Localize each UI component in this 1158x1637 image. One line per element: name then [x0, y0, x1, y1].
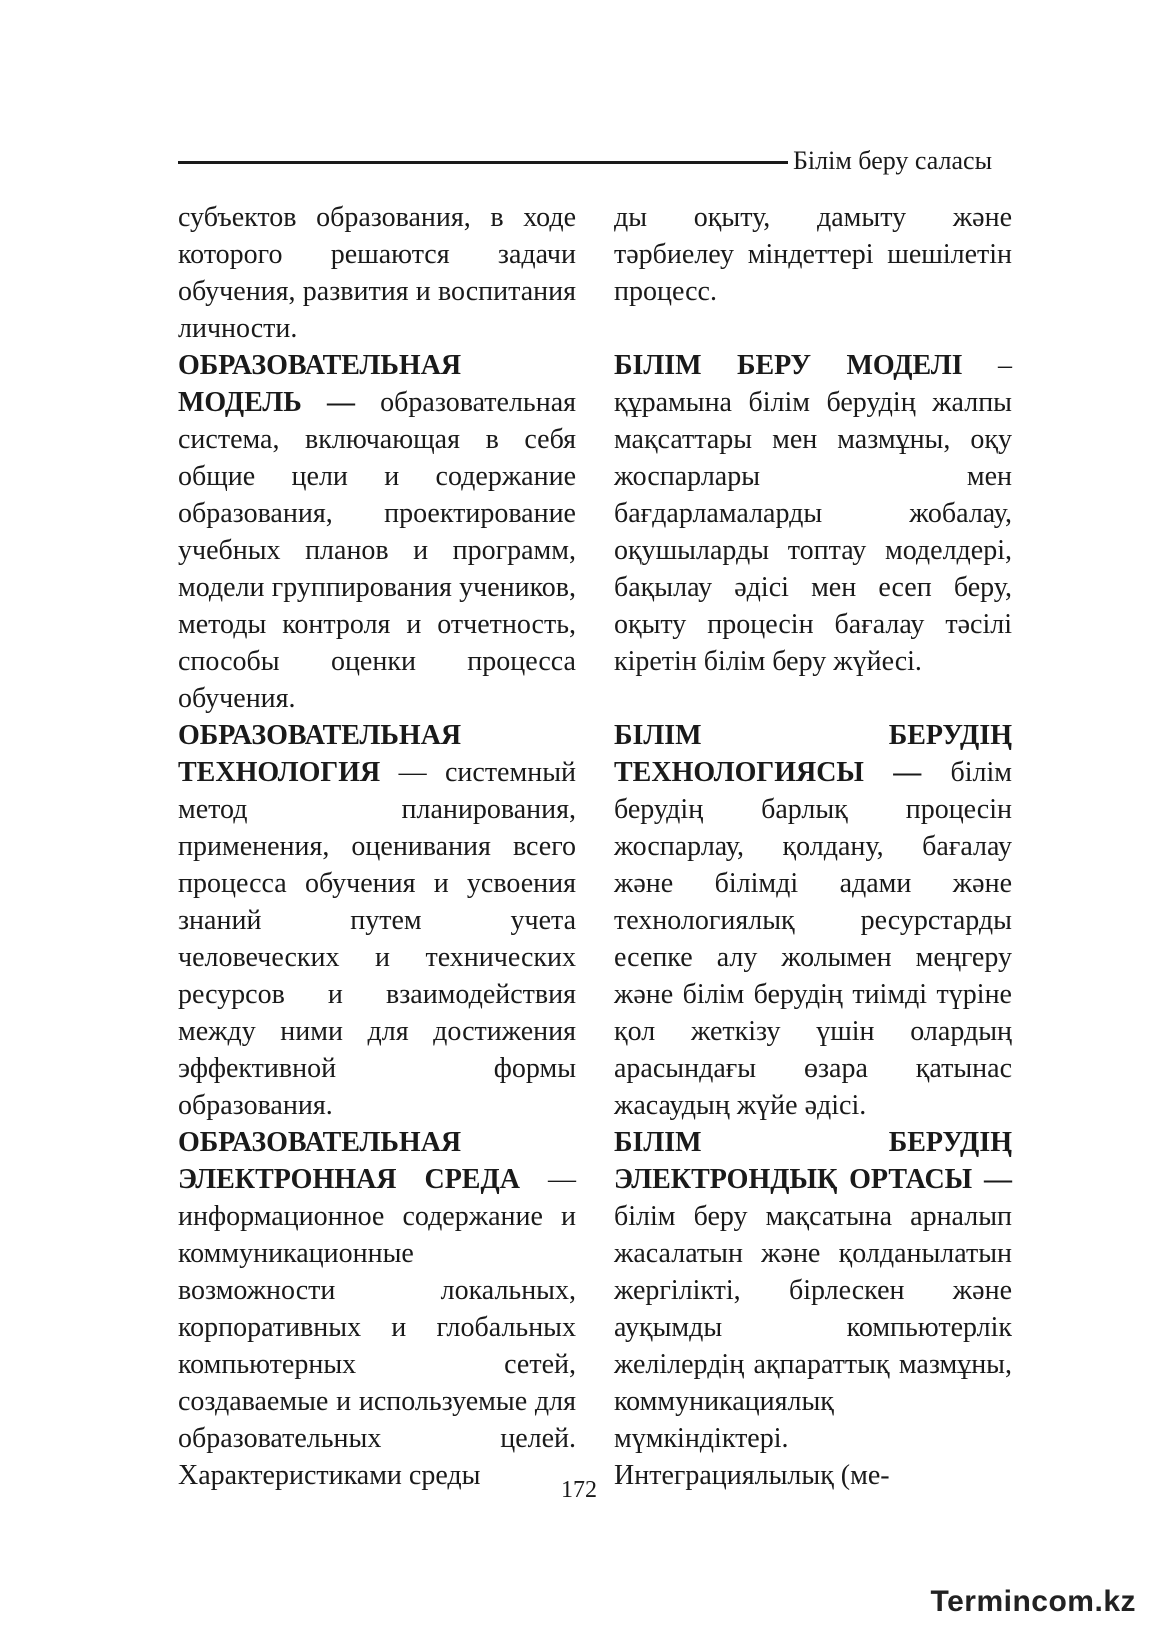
page-number: 172 — [561, 1477, 597, 1503]
term-definition: — системный метод планирования, применения, оценивания всего процесса обучения и усвоения знаний путем учета человеческих и технических ресурсов и взаимодействия между ними для достижения эффективной формы образования. — [178, 757, 576, 1121]
spacer — [614, 310, 1012, 347]
term-heading: ОБРАЗОВАТЕЛЬНАЯ ТЕХНОЛОГИЯ — [178, 720, 462, 788]
watermark-logo: Termincom.kz — [930, 1585, 1136, 1618]
left-entry-electronic-environment — [178, 1124, 576, 1494]
term-definition: — информационное содержание и коммуникационные возможности локальных, корпоративных и глобальных компьютерных сетей, создаваемые и используемые для образовательных целей. Характеристиками среды — [178, 1164, 577, 1491]
term-definition: образовательная система, включающая в себя общие цели и содержание образования, проектирование учебных планов и программ, модели группирования учеников, методы контроля и отчетность, способы оценки процесса обучения. — [178, 387, 576, 714]
running-title: Білім беру саласы — [793, 146, 993, 175]
term-definition: білім беру мақсатына арналып жасалатын және қолданылатын жергілікті, бірлескен және ауқымды компьютерлік желілердің ақпараттық мазмұны, коммуникациялық мүмкіндіктері. Интеграциялылық (ме- — [614, 1201, 1012, 1491]
term-heading: БІЛІМ БЕРУДІҢ ЭЛЕКТРОНДЫҚ ОРТАСЫ — — [614, 1127, 1012, 1195]
left-column — [178, 199, 576, 1494]
left-entry-technology — [178, 717, 576, 1124]
right-column — [614, 199, 1012, 1494]
term-heading: ОБРАЗОВАТЕЛЬНАЯ ЭЛЕКТРОННАЯ СРЕДА — [178, 1127, 520, 1195]
spacer — [614, 680, 1012, 717]
term-heading: БІЛІМ БЕРУДІҢ ТЕХНОЛОГИЯСЫ — — [614, 720, 1012, 788]
right-continuation-paragraph: ды оқыту, дамыту және тәрбиелеу міндеттері шешілетін процесс. — [614, 202, 1012, 307]
right-entry-technology — [614, 717, 1012, 1124]
header-rule — [178, 161, 788, 164]
term-definition: білім берудің барлық процесін жоспарлау, қолдану, бағалау және білімді адами және технологиялық ресурстарды есепке алу жолымен меңгеру және білім берудің тиімді түріне қол жеткізу үшін олардың арасындағы өзара қатынас жасаудың жүйе әдісі. — [614, 757, 1012, 1121]
right-entry-electronic-environment — [614, 1124, 1012, 1494]
term-heading: БІЛІМ БЕРУ МОДЕЛІ — [614, 350, 963, 381]
right-entry-model — [614, 347, 1012, 680]
term-definition: – құрамына білім берудің жалпы мақсаттары мен мазмұны, оқу жоспарлары мен бағдарламаларды жобалау, оқушыларды топтау моделдері, бақылау әдісі мен есеп беру, оқыту процесін бағалау тәсілі кіретін білім беру жүйесі. — [614, 350, 1012, 677]
left-entry-model — [178, 347, 576, 717]
left-continuation-paragraph: субъектов образования, в ходе которого решаются задачи обучения, развития и воспитания личности. — [178, 202, 576, 344]
term-heading: ОБРАЗОВАТЕЛЬНАЯ МОДЕЛЬ — — [178, 350, 462, 418]
